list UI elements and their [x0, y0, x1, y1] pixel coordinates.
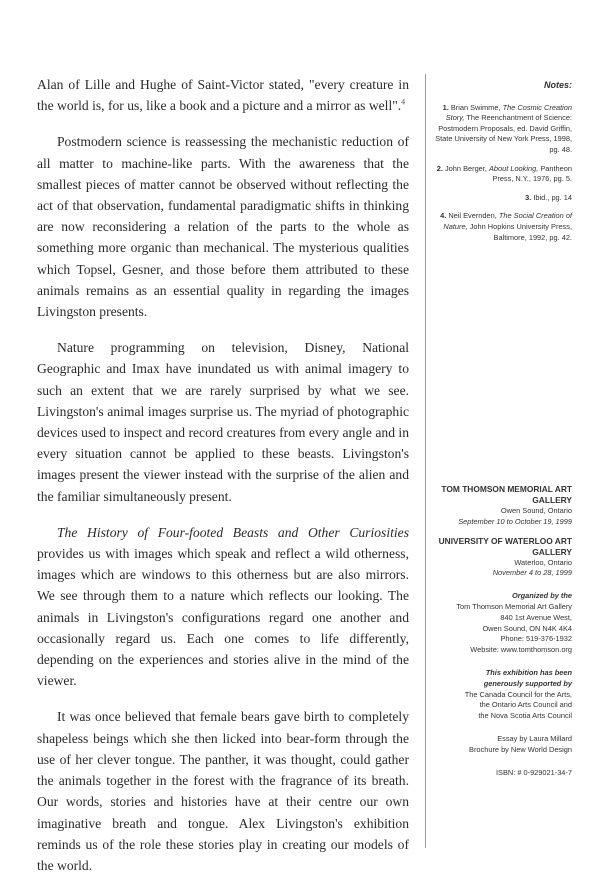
organizer-line: 840 1st Avenue West,	[500, 612, 572, 622]
essay-column	[37, 74, 409, 891]
exhibition-info	[432, 484, 572, 778]
essay-paragraph: Postmodern science is reassessing the mechanistic reduction of all matter to machine-like parts. With the awareness that the smallest pieces of matter cannot be observed without reflecting the act of that observation, fundamental paradigmatic shifts in thinking are now reconsidering a relation of the parts to the whole as something more organic than mechanical. The mysterious qualities which Topsel, Gesner, and those before them attributed to these animals remains as an essential quality in regarding the images Livingston presents.	[37, 134, 409, 320]
essay-credit: Essay by Laura Millard	[497, 733, 572, 743]
venue-place: Waterloo, Ontario	[514, 557, 572, 567]
note-number: 3.	[525, 192, 532, 202]
support-line: the Nova Scotia Arts Council	[478, 711, 572, 721]
support-heading: generously supported by	[483, 678, 572, 688]
organizer-block	[432, 591, 572, 656]
note-title: The Cosmic Creation Story,	[445, 102, 572, 123]
note-title: The Social Creation of Nature,	[443, 211, 572, 231]
venue-name: UNIVERSITY OF WATERLOO ART GALLERY	[438, 535, 572, 557]
note-item	[432, 164, 572, 185]
isbn: ISBN: # 0-929021-34-7	[495, 767, 572, 777]
column-divider	[425, 74, 426, 848]
note-number: 4.	[440, 211, 447, 221]
notes-section	[432, 80, 572, 251]
venue-name: TOM THOMSON MEMORIAL ART GALLERY	[441, 484, 572, 505]
venue-dates: September 10 to October 19, 1999	[458, 516, 572, 526]
essay-text: Alan of Lille and Hughe of Saint-Victor stated, "every creature in the world is, for us, like a book and a picture and a mirror as well".	[37, 77, 409, 114]
support-line: The Canada Council for the Arts,	[464, 689, 572, 699]
note-rest: John Hopkins University Press, Baltimore, 1992, pg. 42.	[469, 221, 572, 242]
note-author: Brian Swimme,	[450, 102, 501, 112]
credits-block	[432, 734, 572, 756]
essay-paragraph	[37, 74, 409, 116]
essay-paragraph: It was once believed that female bears gave birth to completely shapeless beings which she then licked into bear-form through the use of her clever tongue. The panther, it was thought, could gather the animals together in the forest with the fragrance of its breath. Our words, stories and histories have at their centre our own imaginative breath and tongue. Alex Livingston's exhibition reminds us of the role these stories play in creating our models of the world.	[37, 709, 409, 873]
footnote-marker: 4	[401, 97, 406, 107]
notes-heading: Notes:	[543, 80, 572, 90]
note-number: 1.	[442, 102, 449, 112]
organizer-line: Owen Sound, ON N4K 4K4	[482, 623, 572, 633]
note-item	[432, 103, 572, 156]
venue-block	[432, 536, 572, 580]
essay-paragraph: Nature programming on television, Disney, National Geographic and Imax have inundated us with animal imagery to such an extent that we are rarely surprised by what we see. Livingston's animal images surprise us. The myriad of photographic devices used to inspect and record creatures from every angle and in every situation cannot be applied to these beasts. Livingston's images present the viewer instead with the surprise of the alien and the familiar simultaneously present.	[37, 340, 409, 504]
organizer-line: Website: www.tomthomson.org	[470, 645, 572, 655]
support-block	[432, 668, 572, 722]
venue-place: Owen Sound, Ontario	[500, 506, 572, 515]
note-title: About Looking,	[488, 163, 539, 173]
note-item	[432, 193, 572, 204]
organizer-line: Tom Thomson Memorial Art Gallery	[456, 601, 572, 611]
note-author: Ibid., pg. 14	[533, 192, 572, 202]
essay-text: provides us with images which speak and reflect a wild otherness, images which are windows to this otherness but are also mirrors. We see through them to a nature which reflects our looking. The animals in Livingston's configurations regard one another and occasionally regard us. Each one comes to life differently, depending on the experiences and stories alive in the mind of the viewer.	[37, 546, 409, 689]
organizer-heading: Organized by the	[512, 591, 572, 601]
organizer-line: Phone: 519-376-1932	[500, 634, 572, 644]
venue-block	[432, 484, 572, 528]
note-rest: The Reenchantment of Science: Postmodern Proposals, ed. David Griffin, State University of New York Press, 1998, pg. 48.	[435, 113, 572, 154]
essay-paragraph	[37, 522, 409, 692]
support-heading: This exhibition has been	[485, 667, 572, 677]
note-author: Neil Evernden,	[448, 211, 497, 221]
note-rest: Pantheon Press, N.Y., 1976, pg. 5.	[492, 163, 572, 184]
support-line: the Ontario Arts Council and	[479, 700, 572, 710]
note-item	[432, 211, 572, 243]
book-title: The History of Four-footed Beasts and Other Curiosities	[57, 524, 409, 540]
note-number: 2.	[436, 163, 443, 173]
note-author: John Berger,	[444, 163, 487, 173]
design-credit: Brochure by New World Design	[469, 744, 572, 754]
venue-dates: November 4 to 28, 1999	[492, 568, 572, 578]
